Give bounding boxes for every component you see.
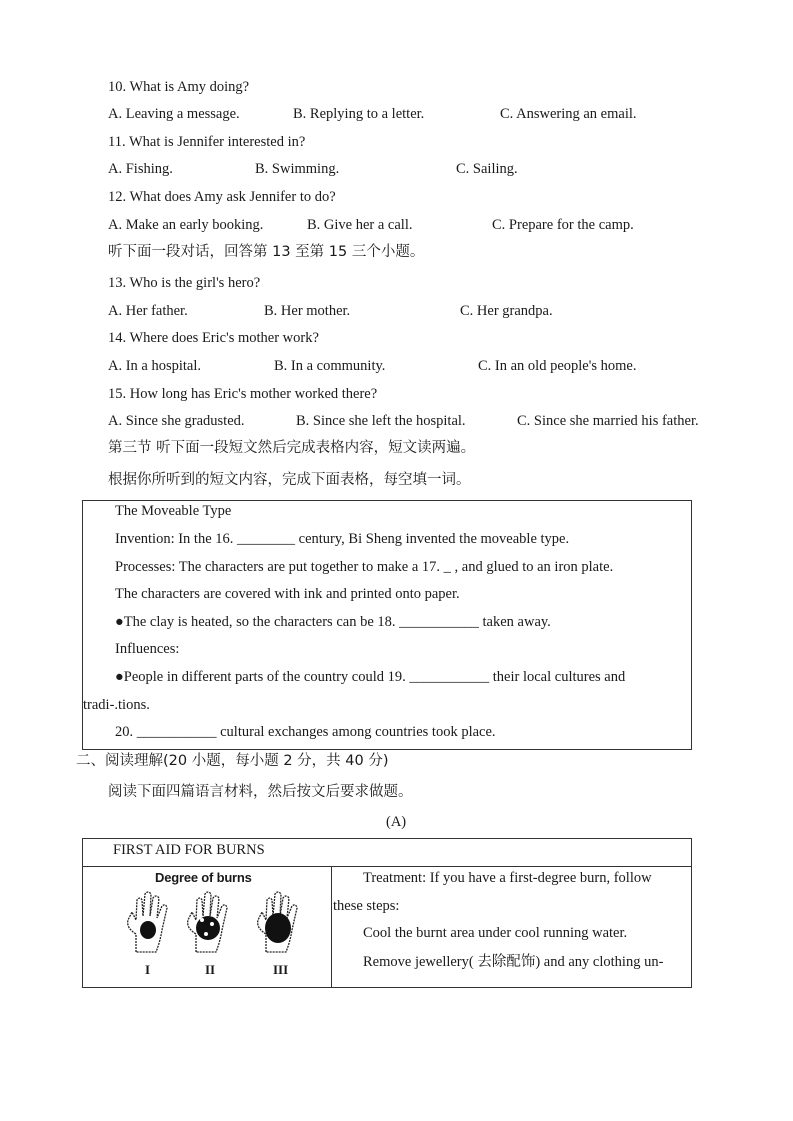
question-13: 13. Who is the girl's hero? [108, 275, 261, 291]
question-14: 14. Where does Eric's mother work? [108, 330, 319, 346]
people-row: ●People in different parts of the country could 19. ___________ their local cultures and [115, 669, 626, 685]
influences-label: Influences: [115, 641, 180, 657]
table-column-divider [331, 866, 332, 987]
table-divider [82, 866, 691, 867]
burn-degree-image [100, 868, 320, 983]
option-14c: C. In an old people's home. [478, 358, 637, 374]
option-13b: B. Her mother. [264, 303, 351, 319]
people-row-cont: tradi-.tions. [83, 697, 150, 713]
option-14b: B. In a community. [274, 358, 386, 374]
option-11a: A. Fishing. [108, 161, 173, 177]
option-10a: A. Leaving a message. [108, 106, 240, 122]
first-aid-title: FIRST AID FOR BURNS [113, 842, 265, 858]
question-12: 12. What does Amy ask Jennifer to do? [108, 189, 336, 205]
option-13a: A. Her father. [108, 303, 188, 319]
option-15a: A. Since she gradusted. [108, 413, 245, 429]
image-title: Degree of burns [155, 870, 252, 885]
option-12a: A. Make an early booking. [108, 217, 264, 233]
exchanges-row: 20. ___________ cultural exchanges among countries took place. [115, 724, 496, 740]
option-11c: C. Sailing. [456, 161, 518, 177]
degree-i-label: I [145, 962, 151, 977]
processes-row: Processes: The characters are put together to make a 17. _ , and glued to an iron plate. [115, 559, 614, 575]
option-10c: C. Answering an email. [500, 106, 637, 122]
question-11: 11. What is Jennifer interested in? [108, 134, 306, 150]
option-15b: B. Since she left the hospital. [296, 413, 466, 429]
instruction-13-15: 听下面一段对话，回答第 13 至第 15 三个小题。 [108, 244, 425, 260]
degree-ii-label: II [205, 962, 216, 977]
option-10b: B. Replying to a letter. [293, 106, 425, 122]
invention-row: Invention: In the 16. ________ century, Bi Sheng invented the moveable type. [115, 531, 570, 547]
treatment-line: Treatment: If you have a first-degree burn, follow [363, 870, 652, 886]
cool-step: Cool the burnt area under cool running water. [363, 925, 628, 941]
section-3-instruction: 根据你所听到的短文内容，完成下面表格，每空填一词。 [108, 472, 471, 488]
degree-iii-label: III [273, 962, 289, 977]
reading-heading: 二、阅读理解(20 小题，每小题 2 分，共 40 分) [76, 753, 389, 769]
option-11b: B. Swimming. [255, 161, 340, 177]
clay-row: ●The clay is heated, so the characters can be 18. ___________ taken away. [115, 614, 551, 630]
option-15c: C. Since she married his father. [517, 413, 699, 429]
option-13c: C. Her grandpa. [460, 303, 553, 319]
treatment-line-cont: these steps: [333, 898, 400, 914]
question-10: 10. What is Amy doing? [108, 79, 250, 95]
table-title: The Moveable Type [115, 503, 232, 519]
section-3-heading: 第三节 听下面一段短文然后完成表格内容，短文读两遍。 [108, 440, 476, 456]
option-12c: C. Prepare for the camp. [492, 217, 634, 233]
option-12b: B. Give her a call. [307, 217, 413, 233]
question-15: 15. How long has Eric's mother worked there? [108, 386, 378, 402]
remove-step: Remove jewellery( 去除配饰) and any clothing un- [363, 954, 664, 970]
option-14a: A. In a hospital. [108, 358, 202, 374]
passage-label: (A) [386, 814, 407, 830]
covered-row: The characters are covered with ink and printed onto paper. [115, 586, 460, 602]
reading-instruction: 阅读下面四篇语言材料，然后按文后要求做题。 [108, 784, 413, 800]
